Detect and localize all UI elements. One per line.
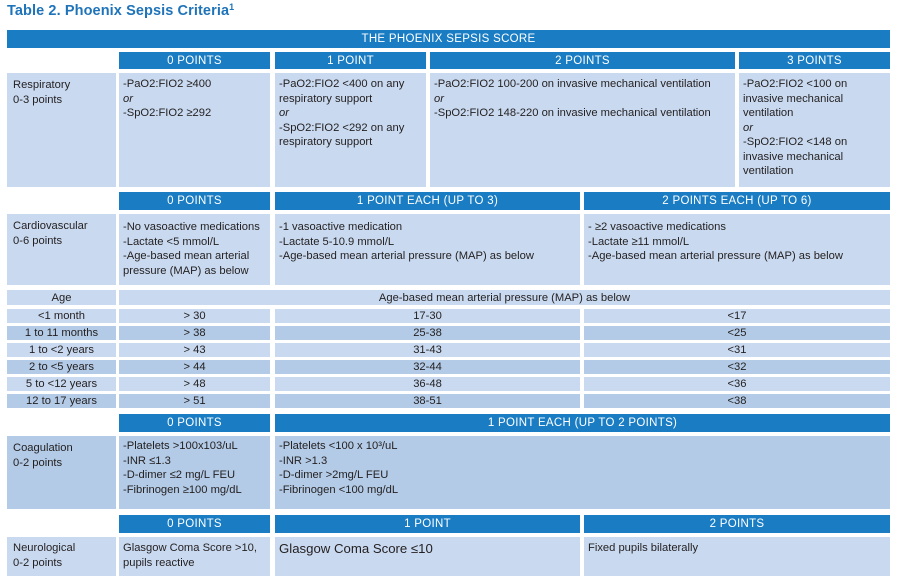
- cardiovascular-label-range: 0-6 points: [13, 234, 63, 247]
- neuro-2-text: Fixed pupils bilaterally: [588, 542, 699, 554]
- neuro-header-2-label: 2 POINTS: [709, 518, 765, 530]
- map-value-cell: <38: [584, 394, 890, 408]
- neurological-label-name: Neurological: [13, 542, 76, 554]
- neuro-header-1: [275, 515, 580, 533]
- score-title: THE PHOENIX SEPSIS SCORE: [361, 33, 536, 45]
- neuro-header-0: [119, 515, 270, 533]
- neuro-cell-0: [119, 537, 270, 576]
- resp-header-3: [739, 52, 890, 69]
- resp-0-line: -PaO2:FIO2 ≥400: [123, 78, 212, 90]
- resp-1-line: -SpO2:FIO2 <292 on any respiratory support: [279, 121, 405, 148]
- resp-header-3-label: 3 POINTS: [787, 54, 842, 67]
- respiratory-label-name: Respiratory: [13, 79, 71, 91]
- score-title-header: [7, 30, 890, 48]
- map-value-cell: <31: [584, 343, 890, 357]
- map-value-cell: <36: [584, 377, 890, 391]
- map-value-cell: <32: [584, 360, 890, 374]
- cardio-header-1-label: 1 POINT EACH (UP TO 3): [356, 195, 499, 207]
- cardiovascular-label: [7, 214, 116, 285]
- coag-1-line: -INR >1.3: [279, 454, 328, 467]
- coag-1-line: -D-dimer >2mg/L FEU: [279, 469, 389, 481]
- cardio-0-line: -Age-based mean arterial pressure (MAP) as below: [123, 250, 250, 277]
- respiratory-label: [7, 73, 116, 187]
- map-age-cell: 2 to <5 years: [7, 360, 116, 374]
- neuro-cell-1: [275, 537, 580, 576]
- map-age-cell: 12 to 17 years: [7, 394, 116, 408]
- cardio-header-1: [275, 192, 580, 210]
- map-value-cell: 17-30: [275, 309, 580, 323]
- cardio-cell-1: [275, 214, 580, 285]
- resp-3-line: -SpO2:FIO2 <148 on invasive mechanical ventilation: [743, 136, 848, 177]
- coagulation-label-name: Coagulation: [13, 442, 73, 454]
- map-value-cell: 36-48: [275, 377, 580, 391]
- resp-0-line: -SpO2:FIO2 ≥292: [123, 107, 212, 119]
- coag-0-line: -D-dimer ≤2 mg/L FEU: [123, 469, 236, 481]
- resp-header-1: [275, 52, 426, 69]
- coagulation-label: [7, 436, 116, 509]
- cardio-0-line: -Lactate <5 mmol/L: [123, 235, 220, 248]
- footnote-ref: 1: [229, 2, 235, 12]
- coag-0-line: -Platelets >100x103/uL: [123, 440, 238, 452]
- cardio-1-line: -1 vasoactive medication: [279, 221, 403, 233]
- coag-1-line: -Platelets <100 x 10³/uL: [279, 440, 398, 452]
- table-title-text: Table 2. Phoenix Sepsis Criteria: [7, 3, 230, 19]
- cardio-0-line: -No vasoactive medications: [123, 221, 260, 233]
- resp-cell-2: [430, 73, 735, 187]
- resp-0-or: or: [123, 92, 133, 105]
- map-value-cell: <17: [584, 309, 890, 323]
- resp-3-or: or: [743, 121, 753, 134]
- coag-header-0: [119, 414, 270, 432]
- cardio-2-line: - ≥2 vasoactive medications: [588, 221, 726, 233]
- age-header: [7, 290, 116, 305]
- resp-header-2-label: 2 POINTS: [555, 54, 610, 67]
- coag-1-line: -Fibrinogen <100 mg/dL: [279, 483, 399, 496]
- cardio-header-2: [584, 192, 890, 210]
- map-value-cell: > 30: [119, 309, 270, 323]
- map-age-cell: 5 to <12 years: [7, 377, 116, 391]
- resp-header-2: [430, 52, 735, 69]
- resp-header-1-label: 1 POINT: [327, 54, 374, 67]
- resp-header-0: [119, 52, 270, 69]
- cardio-2-line: -Age-based mean arterial pressure (MAP) as below: [588, 250, 843, 262]
- coag-cell-0: [119, 436, 270, 509]
- cardio-header-0: [119, 192, 270, 210]
- neuro-header-2: [584, 515, 890, 533]
- map-value-cell: > 44: [119, 360, 270, 374]
- cardio-2-line: -Lactate ≥11 mmol/L: [588, 235, 690, 248]
- cardiovascular-label-name: Cardiovascular: [13, 220, 88, 232]
- respiratory-label-range: 0-3 points: [13, 93, 63, 106]
- coag-header-0-label: 0 POINTS: [167, 417, 222, 429]
- resp-cell-1: [275, 73, 426, 187]
- neuro-0-text: Glasgow Coma Score >10, pupils reactive: [123, 542, 258, 569]
- resp-1-or: or: [279, 107, 289, 119]
- resp-2-or: or: [434, 92, 444, 105]
- map-value-cell: 25-38: [275, 326, 580, 340]
- cardio-header-2-label: 2 POINTS EACH (UP TO 6): [662, 195, 812, 207]
- map-value-cell: > 38: [119, 326, 270, 340]
- map-age-cell: <1 month: [7, 309, 116, 323]
- cardio-1-line: -Lactate 5-10.9 mmol/L: [279, 235, 395, 248]
- neuro-1-text: Glasgow Coma Score ≤10: [279, 541, 433, 556]
- neuro-header-1-label: 1 POINT: [404, 518, 451, 530]
- map-value-cell: 32-44: [275, 360, 580, 374]
- coag-header-1: [275, 414, 890, 432]
- resp-3-line: -PaO2:FIO2 <100 on invasive mechanical ventilation: [743, 78, 848, 119]
- resp-cell-3: [739, 73, 890, 187]
- cardio-header-0-label: 0 POINTS: [167, 195, 222, 207]
- map-header: [119, 290, 890, 305]
- neurological-label-range: 0-2 points: [13, 556, 63, 569]
- map-value-cell: <25: [584, 326, 890, 340]
- table-title: [7, 3, 234, 19]
- map-value-cell: > 51: [119, 394, 270, 408]
- neuro-header-0-label: 0 POINTS: [167, 518, 222, 530]
- map-header-label: Age-based mean arterial pressure (MAP) as below: [378, 291, 631, 304]
- cardio-cell-0: [119, 214, 270, 285]
- coagulation-label-range: 0-2 points: [13, 456, 63, 469]
- map-age-cell: 1 to 11 months: [7, 326, 116, 340]
- coag-0-line: -Fibrinogen ≥100 mg/dL: [123, 483, 242, 496]
- map-value-cell: > 48: [119, 377, 270, 391]
- age-header-label: Age: [51, 291, 72, 304]
- resp-cell-0: [119, 73, 270, 187]
- resp-2-line: -PaO2:FIO2 100-200 on invasive mechanical ventilation: [434, 78, 711, 90]
- resp-header-0-label: 0 POINTS: [167, 54, 222, 67]
- coag-cell-1: [275, 436, 890, 509]
- coag-0-line: -INR ≤1.3: [123, 454, 171, 467]
- resp-2-line: -SpO2:FIO2 148-220 on invasive mechanical ventilation: [434, 107, 711, 119]
- cardio-1-line: -Age-based mean arterial pressure (MAP) as below: [279, 250, 534, 262]
- map-age-cell: 1 to <2 years: [7, 343, 116, 357]
- map-value-cell: 38-51: [275, 394, 580, 408]
- neurological-label: [7, 537, 116, 576]
- coag-header-1-label: 1 POINT EACH (UP TO 2 POINTS): [487, 417, 678, 429]
- resp-1-line: -PaO2:FIO2 <400 on any respiratory support: [279, 78, 405, 105]
- cardio-cell-2: [584, 214, 890, 285]
- map-value-cell: 31-43: [275, 343, 580, 357]
- map-value-cell: > 43: [119, 343, 270, 357]
- neuro-cell-2: [584, 537, 890, 576]
